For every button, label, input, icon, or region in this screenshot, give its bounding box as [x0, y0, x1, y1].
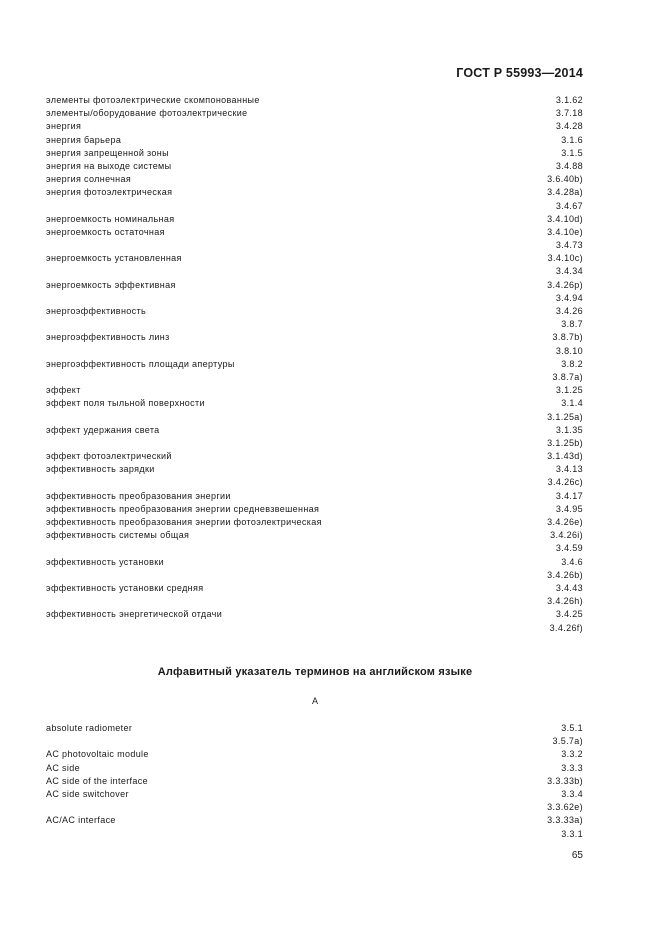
index-entry	[46, 213, 583, 226]
index-entry	[46, 735, 583, 748]
index-reference: 3.4.26b)	[547, 569, 583, 580]
index-term: энергия запрещенной зоны	[46, 147, 169, 158]
index-term: эффективность энергетической отдачи	[46, 609, 223, 620]
index-reference: 3.1.35	[555, 424, 583, 435]
index-term: эффективность установки средняя	[46, 582, 204, 593]
index-reference: 3.8.7	[561, 319, 583, 330]
index-reference: 3.4.67	[555, 200, 583, 211]
index-entry	[46, 556, 583, 569]
index-term: энергия	[46, 121, 82, 132]
index-reference: 3.4.26p)	[547, 279, 583, 290]
index-reference: 3.4.26h)	[547, 596, 583, 607]
index-reference: 3.1.43d)	[547, 451, 583, 462]
index-reference: 3.7.18	[555, 108, 583, 119]
index-entry	[46, 331, 583, 344]
index-entry	[46, 788, 583, 801]
index-term: эффект	[46, 385, 81, 396]
document-standard-header: ГОСТ Р 55993—2014	[456, 66, 583, 80]
index-entry	[46, 186, 583, 199]
index-reference: 3.4.10c)	[547, 253, 583, 264]
index-entry	[46, 748, 583, 761]
index-reference: 3.4.26	[555, 306, 583, 316]
index-reference: 3.4.43	[555, 582, 583, 593]
index-term: AC side switchover	[46, 788, 129, 799]
index-reference: 3.4.34	[555, 266, 583, 277]
index-entry	[46, 450, 583, 463]
index-entry	[46, 226, 583, 239]
index-reference: 3.4.10e)	[547, 226, 583, 237]
index-reference: 3.1.25a)	[547, 411, 583, 422]
index-term: эффективность преобразования энергии фотоэлектрическая	[46, 517, 322, 527]
index-reference: 3.8.2	[561, 358, 583, 369]
index-entry	[46, 94, 583, 107]
index-entry	[46, 107, 583, 120]
letter-heading: A	[311, 696, 318, 706]
index-entry	[46, 397, 583, 410]
index-reference: 3.1.4	[561, 398, 583, 409]
index-reference: 3.8.7b)	[552, 332, 583, 343]
index-term: энергоемкость установленная	[46, 253, 182, 264]
index-term: энергия солнечная	[46, 174, 132, 185]
index-reference: 3.4.28a)	[547, 187, 583, 198]
index-reference: 3.3.3	[561, 762, 583, 773]
index-reference: 3.1.5	[561, 147, 583, 158]
index-term: элементы/оборудование фотоэлектрические	[46, 108, 248, 119]
index-term: эффект фотоэлектрический	[46, 451, 172, 462]
index-entry	[46, 318, 583, 331]
index-reference: 3.6.40b)	[547, 174, 583, 185]
index-term: энергия на выходе системы	[46, 160, 172, 171]
index-reference: 3.5.1	[561, 723, 583, 733]
index-entry	[46, 384, 583, 397]
index-term: эффект удержания света	[46, 424, 160, 435]
index-entry	[46, 424, 583, 437]
index-term: AC photovoltaic module	[46, 749, 149, 760]
index-term: энергоэффективность площади апертуры	[46, 358, 235, 369]
index-entry	[46, 371, 583, 384]
index-reference: 3.8.7a)	[552, 371, 583, 382]
index-reference: 3.4.95	[555, 503, 583, 514]
index-reference: 3.1.6	[561, 134, 583, 145]
index-term: энергоемкость остаточная	[46, 226, 165, 237]
index-entry	[46, 828, 583, 841]
index-entry	[46, 358, 583, 371]
index-reference: 3.4.25	[555, 609, 583, 620]
english-term-index	[46, 722, 583, 841]
index-entry	[46, 762, 583, 775]
index-term: энергоэффективность	[46, 306, 146, 316]
index-term: AC side	[46, 762, 80, 773]
index-term: эффект поля тыльной поверхности	[46, 398, 205, 409]
index-reference: 3.1.25b)	[547, 437, 583, 448]
index-reference: 3.3.62e)	[547, 802, 583, 813]
index-reference: 3.4.94	[555, 292, 583, 303]
index-entry	[46, 252, 583, 265]
index-entry	[46, 490, 583, 503]
index-term: эффективность системы общая	[46, 530, 190, 541]
index-entry	[46, 279, 583, 292]
index-reference: 3.5.7a)	[552, 736, 583, 747]
index-entry	[46, 345, 583, 358]
index-entry	[46, 305, 583, 318]
index-reference: 3.4.28	[555, 121, 583, 132]
index-entry	[46, 120, 583, 133]
index-entry	[46, 134, 583, 147]
index-reference: 3.4.26i)	[550, 530, 583, 541]
index-term: энергоемкость номинальная	[46, 213, 175, 224]
index-term: AC side of the interface	[46, 775, 148, 786]
index-term: эффективность преобразования энергии средневзвешенная	[46, 503, 320, 514]
index-entry	[46, 595, 583, 608]
index-reference: 3.3.33a)	[547, 815, 583, 826]
index-entry	[46, 411, 583, 424]
index-term: эффективность установки	[46, 556, 164, 567]
index-entry	[46, 200, 583, 213]
index-entry	[46, 239, 583, 252]
index-reference: 3.4.73	[555, 240, 583, 251]
index-reference: 3.4.6	[561, 556, 583, 567]
index-term: элементы фотоэлектрические скомпонованные	[46, 95, 260, 105]
index-term: энергия фотоэлектрическая	[46, 187, 173, 198]
index-reference: 3.4.59	[555, 543, 583, 554]
index-term: энергоемкость эффективная	[46, 279, 176, 290]
index-term: AC/AC interface	[46, 815, 116, 826]
index-reference: 3.1.25	[555, 385, 583, 396]
index-reference: 3.4.26e)	[547, 517, 583, 527]
index-reference: 3.4.17	[555, 490, 583, 501]
index-reference: 3.1.62	[555, 95, 583, 105]
page-number: 65	[571, 850, 583, 861]
index-term: эффективность зарядки	[46, 464, 155, 475]
index-entry	[46, 608, 583, 621]
index-entry	[46, 292, 583, 305]
index-entry	[46, 147, 583, 160]
index-reference: 3.4.10d)	[547, 213, 583, 224]
index-entry	[46, 265, 583, 278]
index-term: энергия барьера	[46, 134, 122, 145]
index-entry	[46, 542, 583, 555]
index-term: absolute radiometer	[46, 723, 133, 733]
index-entry	[46, 569, 583, 582]
index-reference: 3.3.1	[561, 828, 583, 839]
index-entry	[46, 173, 583, 186]
index-entry	[46, 437, 583, 450]
index-entry	[46, 722, 583, 735]
english-index-section-title: Алфавитный указатель терминов на английском языке	[157, 666, 473, 678]
index-entry	[46, 160, 583, 173]
index-term: энергоэффективность линз	[46, 332, 170, 343]
index-term: эффективность преобразования энергии	[46, 490, 231, 501]
index-entry	[46, 529, 583, 542]
index-entry	[46, 463, 583, 476]
index-reference: 3.4.88	[555, 160, 583, 171]
index-reference: 3.4.26c)	[547, 477, 583, 488]
index-reference: 3.3.4	[561, 788, 583, 799]
index-reference: 3.3.33b)	[547, 775, 583, 786]
index-entry	[46, 775, 583, 788]
index-entry	[46, 582, 583, 595]
index-entry	[46, 516, 583, 529]
index-reference: 3.8.10	[555, 345, 583, 356]
index-entry	[46, 476, 583, 489]
index-entry	[46, 622, 583, 635]
index-entry	[46, 814, 583, 827]
index-reference: 3.4.13	[555, 464, 583, 475]
index-entry	[46, 503, 583, 516]
index-reference: 3.3.2	[561, 749, 583, 760]
index-reference: 3.4.26f)	[549, 622, 583, 633]
index-entry	[46, 801, 583, 814]
russian-term-index	[46, 94, 583, 635]
